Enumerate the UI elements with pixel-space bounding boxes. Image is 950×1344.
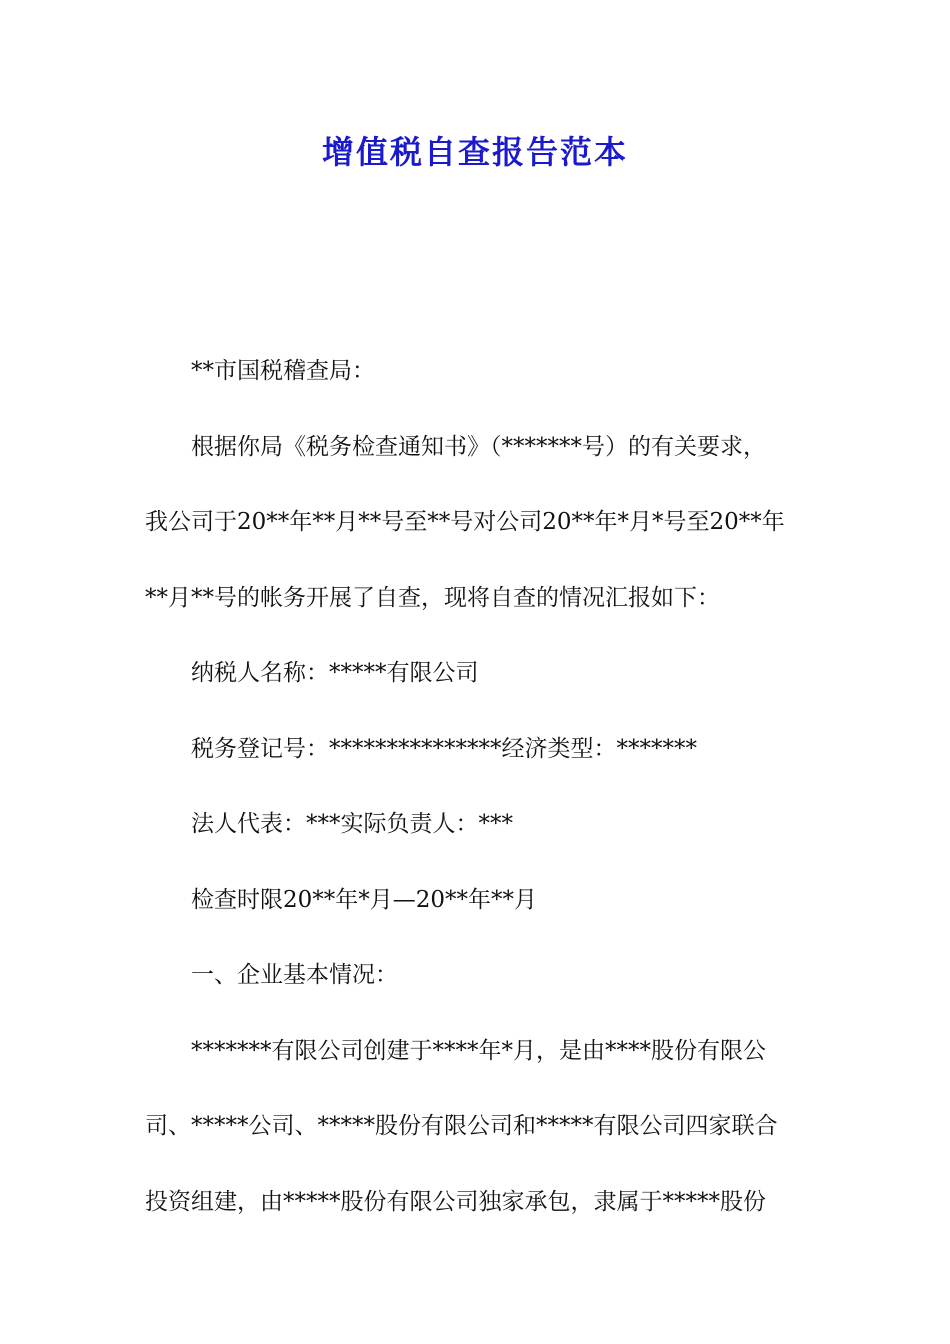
paragraph-line: 司、*****公司、*****股份有限公司和*****有限公司四家联合 (145, 1113, 778, 1139)
paragraph-line: 投资组建，由*****股份有限公司独家承包，隶属于*****股份 (145, 1188, 766, 1215)
section-heading: 一、企业基本情况： (191, 962, 398, 988)
document-title: 增值税自查报告范本 (321, 133, 628, 171)
paragraph-line: 我公司于20**年**月**号至**号对公司20**年*月*号至20**年 (145, 509, 785, 535)
document-body (145, 334, 815, 1240)
legal-representative-line: 法人代表：***实际负责人：*** (191, 811, 513, 837)
paragraph-line: *******有限公司创建于****年*月，是由****股份有限公 (191, 1037, 766, 1064)
inspection-period-line: 检查时限20**年*月—20**年**月 (191, 886, 538, 913)
addressee-line: **市国税稽查局： (191, 358, 375, 384)
tax-registration-line: 税务登记号：***************经济类型：******* (191, 735, 697, 762)
taxpayer-name-line: 纳税人名称：*****有限公司 (191, 660, 479, 686)
paragraph-line: 根据你局《税务检查通知书》（*******号）的有关要求， (191, 433, 766, 460)
paragraph-line: **月**号的帐务开展了自查，现将自查的情况汇报如下： (145, 584, 720, 611)
